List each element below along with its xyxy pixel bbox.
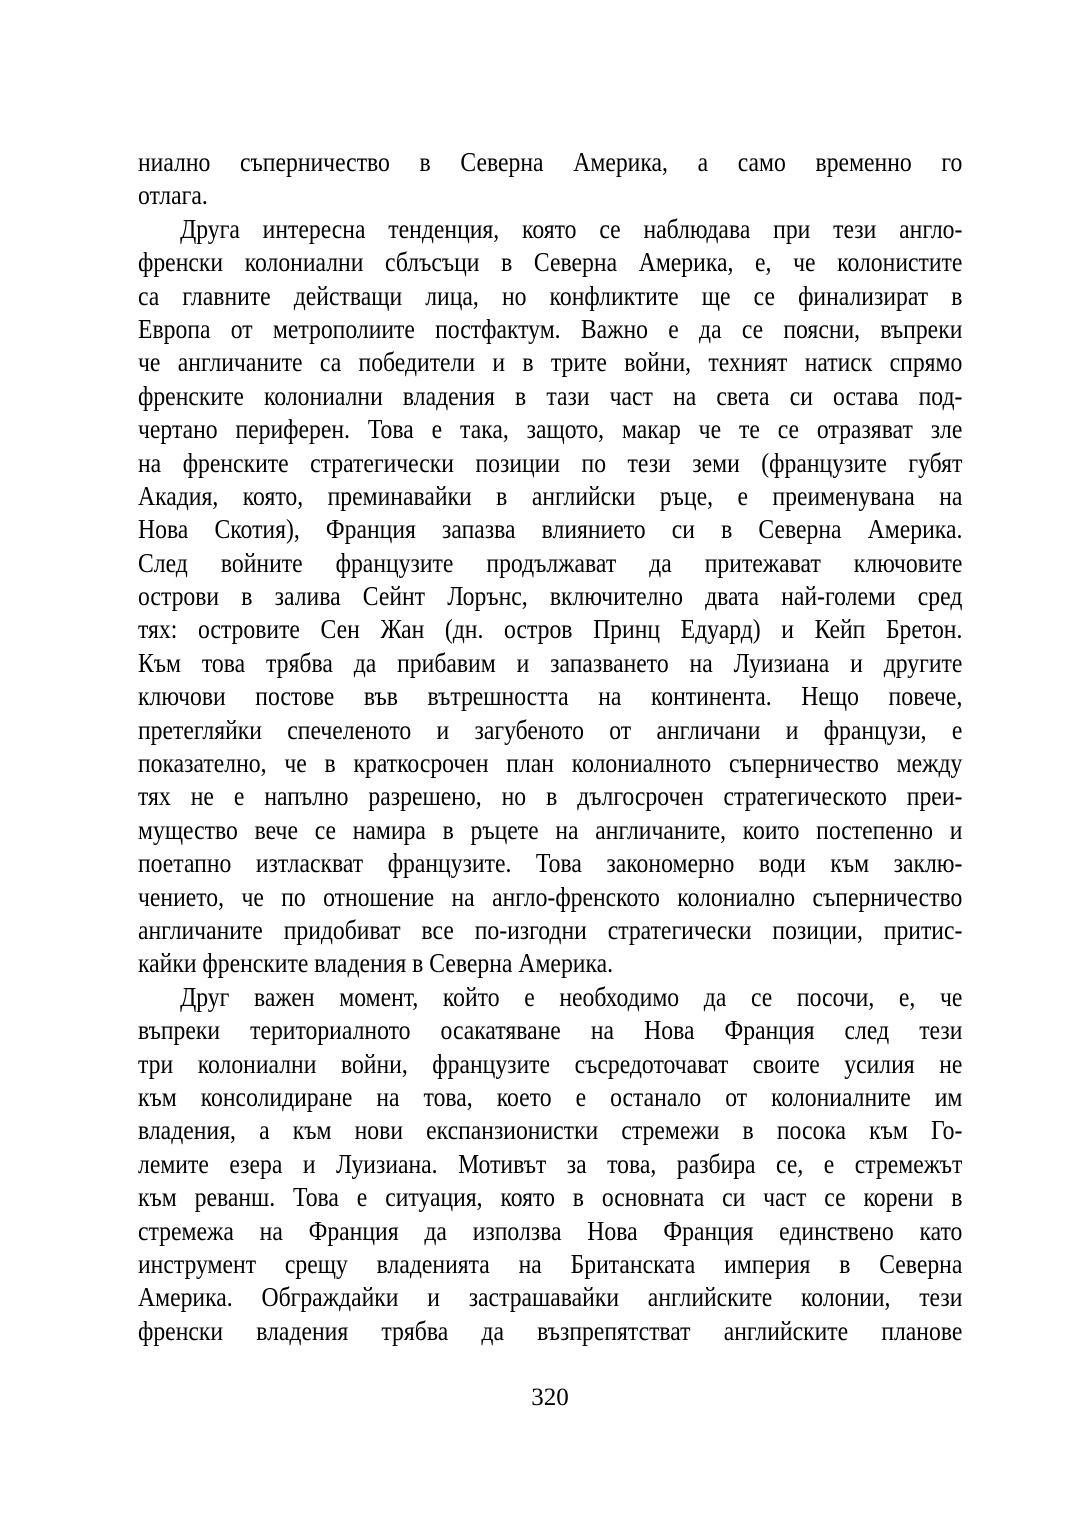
text-line: След войните французите продължават да притежават ключовите xyxy=(138,547,963,578)
text-line: френски колониални сблъсъци в Северна Америка, е, че колонистите xyxy=(138,247,963,278)
text-line: три колониални войни, французите съсредоточават своите усилия не xyxy=(138,1048,963,1079)
text-line: са главните действащи лица, но конфликтите ще се финализират в xyxy=(138,280,963,311)
text-line: Нова Скотия), Франция запазва влиянието си в Северна Америка. xyxy=(138,514,963,545)
text-line: показателно, че в краткосрочен план колониалното съперничество между xyxy=(138,748,963,779)
text-line: инструмент срещу владенията на Британската империя в Северна xyxy=(138,1248,963,1279)
text-line: отлага. xyxy=(138,180,208,211)
text-line: френски владения трябва да възпрепятстват английските планове xyxy=(138,1315,963,1346)
text-line: стремежа на Франция да използва Нова Франция единствено като xyxy=(138,1215,963,1246)
text-line: Друг важен момент, който е необходимо да се посочи, е, че xyxy=(180,981,963,1012)
text-line: лемите езера и Луизиана. Мотивът за това, разбира се, е стремежът xyxy=(138,1148,963,1179)
text-line: поетапно изтласкват французите. Това закономерно води към заклю- xyxy=(138,848,963,879)
text-line: че англичаните са победители и в трите войни, техният натиск спрямо xyxy=(138,347,963,378)
text-line: англичаните придобиват все по-изгодни стратегически позиции, притис- xyxy=(138,914,963,945)
page-number: 320 xyxy=(531,1384,569,1411)
text-line: към консолидиране на това, което е останало от колониалните им xyxy=(138,1081,963,1112)
text-line: Америка. Обграждайки и застрашавайки английските колонии, тези xyxy=(138,1282,963,1313)
text-line: претегляйки спечеленото и загубеното от англичани и французи, е xyxy=(138,714,963,745)
text-block xyxy=(138,146,1078,1348)
text-line: мущество вече се намира в ръцете на англичаните, които постепенно и xyxy=(138,814,963,845)
text-line: владения, а към нови експанзионистки стремежи в посока към Го- xyxy=(138,1115,963,1146)
text-line: френските колониални владения в тази част на света си остава под- xyxy=(138,380,963,411)
text-line: чението, че по отношение на англо-френското колониално съперничество xyxy=(138,881,963,912)
text-line: острови в залива Сейнт Лорънс, включително двата най-големи сред xyxy=(138,581,963,612)
text-line: Друга интересна тенденция, която се наблюдава при тези англо- xyxy=(180,213,963,244)
text-line: тях: островите Сен Жан (дн. остров Принц Едуард) и Кейп Бретон. xyxy=(138,614,963,645)
text-line: ключови постове във вътрешността на континента. Нещо повече, xyxy=(138,681,963,712)
text-line: към реванш. Това е ситуация, която в основната си част се корени в xyxy=(138,1182,963,1213)
text-line: Към това трябва да прибавим и запазването на Луизиана и другите xyxy=(138,647,963,678)
text-line: чертано периферен. Това е така, защото, макар че те се отразяват зле xyxy=(138,414,963,445)
text-line: кайки френските владения в Северна Америка. xyxy=(138,948,614,979)
text-line: Европа от метрополиите постфактум. Важно е да се поясни, въпреки xyxy=(138,313,963,344)
text-line: Акадия, която, преминавайки в английски ръце, е преименувана на xyxy=(138,480,963,511)
text-line: въпреки териториалното осакатяване на Нова Франция след тези xyxy=(138,1015,963,1046)
text-line: на френските стратегически позиции по тези земи (французите губят xyxy=(138,447,963,478)
text-line: ниално съперничество в Северна Америка, а само временно го xyxy=(138,147,963,177)
text-line: тях не е напълно разрешено, но в дългосрочен стратегическото преи- xyxy=(138,781,963,812)
